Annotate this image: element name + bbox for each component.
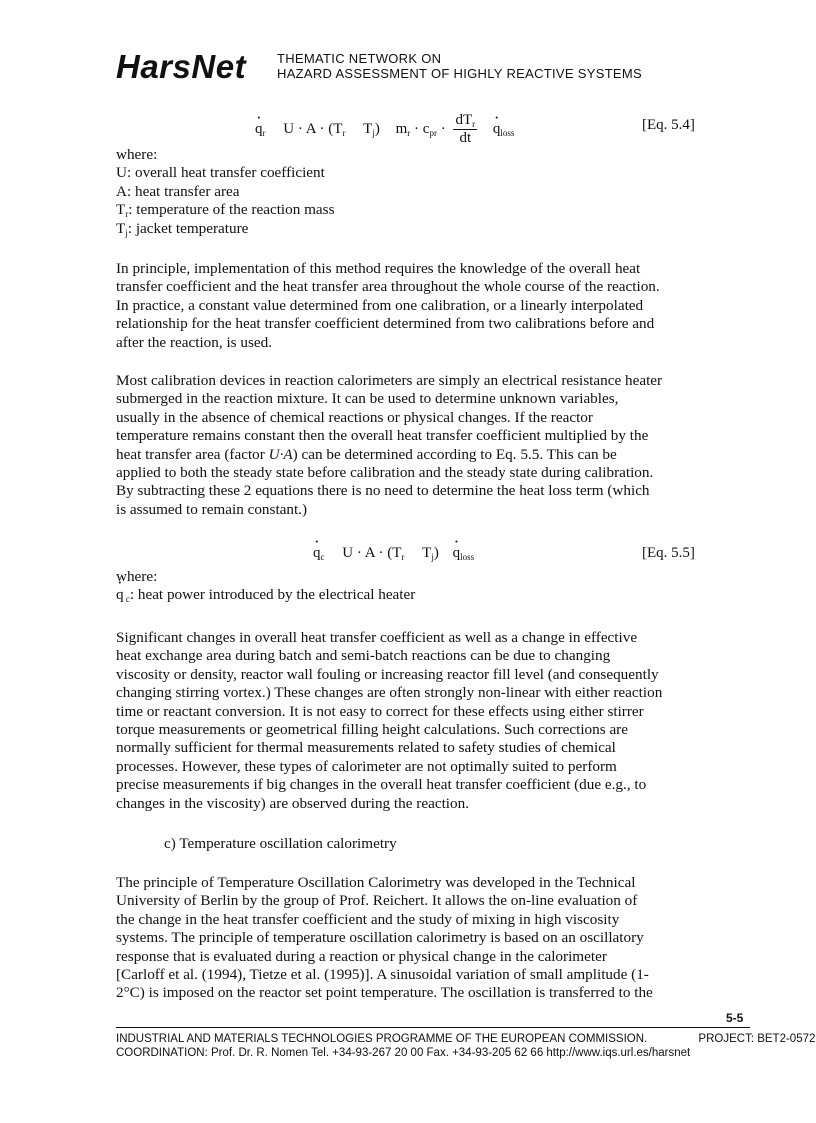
equation-5-5 (313, 545, 474, 562)
para3-line: changes in the viscosity) are observed during the reaction. (116, 794, 469, 812)
def-tj-sym: T (116, 219, 126, 237)
eq55-ua: U · A · (T (342, 545, 402, 561)
eq54-label: [Eq. 5.4] (642, 117, 695, 133)
para1-line: In principle, implementation of this method requires the knowledge of the overall heat (116, 260, 641, 277)
para1-line: In practice, a constant value determined from one calibration, or a linearly interpolated (116, 296, 644, 314)
def-u: U: overall heat transfer coefficient (116, 164, 325, 182)
para3-line: precise measurements if big changes in the overall heat transfer coefficient (due e.g., to (116, 776, 647, 794)
section-heading-c: c) Temperature oscillation calorimetry (164, 835, 397, 852)
para3-line: Significant changes in overall heat transfer coefficient as well as a change in effective (116, 629, 638, 646)
para1-line: after the reaction, is used. (116, 333, 273, 351)
eq54-q-sub: r (262, 127, 266, 138)
where-label-1: where: (116, 146, 158, 163)
def-tr (116, 201, 709, 219)
para2-line: temperature remains constant then the overall heat transfer coefficient multiplied by the (116, 427, 649, 445)
def-tj-sub: j (125, 227, 128, 238)
eq54-fraction (453, 112, 477, 147)
definitions-block-2 (116, 568, 709, 605)
eq54-ua: U · A · (T (283, 120, 343, 137)
eq55-q-sub: c (320, 552, 325, 562)
para2-line: usually in the absence of chemical reactions or physical changes. If the reactor (116, 408, 593, 426)
def-qc-dot (116, 586, 124, 604)
eq55-q (313, 545, 321, 562)
para4-line: the change in the heat transfer coefficient and the study of mixing in high viscosity (116, 910, 620, 928)
eq54-c: · c (414, 120, 430, 137)
footer-programme: INDUSTRIAL AND MATERIALS TECHNOLOGIES PROGRAMME OF THE EUROPEAN COMMISSION. (116, 1033, 648, 1045)
para4-line: 2°C) is imposed on the reactor set point temperature. The oscillation is transferred to the (116, 984, 653, 1002)
eq55-tr-sub: r (401, 552, 405, 562)
definitions-block-1 (116, 146, 709, 238)
header-line-1: THEMATIC NETWORK ON (277, 51, 442, 66)
para2-l5-italic: U·A (268, 445, 293, 463)
para3-line: torque measurements or geometrical filling height calculations. Such corrections are (116, 721, 628, 739)
eq54-tj-sub: j (372, 127, 375, 138)
para1-line: transfer coefficient and the heat transfer area throughout the whole course of the reaction. (116, 278, 660, 296)
para2-line: By subtracting these 2 equations there is no need to determine the heat loss term (which (116, 482, 650, 500)
eq54-qloss-sub: loss (500, 127, 515, 138)
para4-line: [Carloff et al. (1994), Tietze et al. (1995)]. A sinusoidal variation of small amplitude (1- (116, 966, 649, 984)
para1-line: relationship for the heat transfer coefficient determined from two calibrations before and (116, 315, 655, 333)
eq55-label: [Eq. 5.5] (642, 545, 695, 561)
eq54-m-sub: r (407, 127, 411, 138)
para4-line: University of Berlin by the group of Prof. Reichert. It allows the on-line evaluation of (116, 892, 638, 910)
footer-coord-label: COORDINATION: (116, 1047, 208, 1059)
para2-line (116, 446, 709, 464)
eq55-qloss-sub: loss (460, 552, 475, 562)
eq55-tj: T (422, 545, 432, 561)
para3-line: processes. However, these types of calorimeter are not optimally suited to perform (116, 757, 617, 775)
def-qc-sym: q (116, 586, 124, 604)
def-a: A: heat transfer area (116, 182, 240, 200)
footer-project-value: BET2-0572 (757, 1033, 816, 1045)
def-tj-text: : jacket temperature (127, 219, 249, 237)
eq55-close: ) (433, 545, 439, 561)
where-label-2: where: (116, 568, 158, 585)
para4-line: systems. The principle of temperature oscillation calorimetry is based on an oscillatory (116, 929, 644, 947)
eq54-m: m (395, 120, 408, 137)
footer-line-1 (116, 1033, 815, 1045)
eq55-tj-sub: j (431, 552, 434, 562)
para2-line: Most calibration devices in reaction calorimeters are simply an electrical resistance heater (116, 372, 663, 389)
eq54-tr-sub: r (342, 127, 346, 138)
para3-line: heat exchange area during batch and semi-batch reactions can be due to changing (116, 647, 611, 665)
eq54-dot: · (440, 120, 446, 137)
def-tr-sub: r (125, 209, 129, 220)
footer-coord-value: Prof. Dr. R. Nomen Tel. +34-93-267 20 00 Fax. +34-93-205 62 66 http://www.iqs.url.es/harsnet (211, 1047, 691, 1059)
def-qc (116, 586, 709, 604)
eq55-qloss-sym: q (452, 545, 461, 561)
harsnet-logo: HarsNet (116, 48, 247, 85)
eq54-tj: T (363, 120, 373, 137)
para4-line: The principle of Temperature Oscillation Calorimetry was developed in the Technical (116, 874, 636, 891)
para3-line: viscosity or density, reactor wall fouling or increasing reactor fill level (and consequently (116, 665, 659, 683)
para2-line: is assumed to remain constant.) (116, 500, 308, 518)
def-tr-sym: T (116, 201, 126, 219)
para3-line: changing stirring vortex.) These changes are often strongly non-linear with either reaction (116, 684, 663, 702)
eq54-denominator: dt (459, 130, 472, 146)
eq54-qloss-sym: q (492, 120, 501, 137)
def-tj (116, 220, 709, 238)
page-number: 5-5 (726, 1011, 744, 1025)
para2-l5-end: ) can be determined according to Eq. 5.5. This can be (292, 445, 617, 463)
footer-project-label: PROJECT: (698, 1033, 755, 1045)
def-tr-text: : temperature of the reaction mass (128, 201, 335, 219)
paragraph-2 (116, 372, 709, 519)
para4-line: response that is evaluated during a reaction or physical change in the calorimeter (116, 947, 607, 965)
eq55-q-sym: q (313, 545, 321, 561)
header-line-2: HAZARD ASSESSMENT OF HIGHLY REACTIVE SYSTEMS (277, 66, 642, 81)
def-qc-text: : heat power introduced by the electrical heater (129, 586, 416, 604)
eq54-numerator (453, 112, 477, 130)
eq54-num-text: dT (455, 112, 473, 128)
eq54-close: ) (374, 120, 380, 137)
eq54-q (255, 121, 263, 138)
para2-line: submerged in the reaction mixture. It can be used to determine unknown variables, (116, 390, 619, 408)
eq55-qloss (453, 545, 461, 562)
para2-line: applied to both the steady state before calibration and the steady state during calibration. (116, 464, 654, 482)
para3-line: time or reactant conversion. It is not easy to correct for these effects using either stirrer (116, 702, 644, 720)
eq54-q-sym: q (255, 120, 263, 137)
para3-line: normally sufficient for thermal measurements related to safety studies of chemical (116, 739, 616, 757)
para2-l5-start: heat transfer area (factor (116, 445, 269, 463)
eq54-c-sub: pr (429, 127, 437, 138)
footer-line-2 (116, 1047, 690, 1059)
equation-5-4 (255, 112, 514, 147)
footer-divider (116, 1027, 750, 1028)
def-qc-sub: c (123, 594, 130, 605)
paragraph-3 (116, 629, 709, 813)
eq54-num-sub: r (472, 119, 476, 129)
eq54-qloss (493, 121, 501, 138)
paragraph-4 (116, 874, 709, 1003)
paragraph-1 (116, 260, 709, 352)
